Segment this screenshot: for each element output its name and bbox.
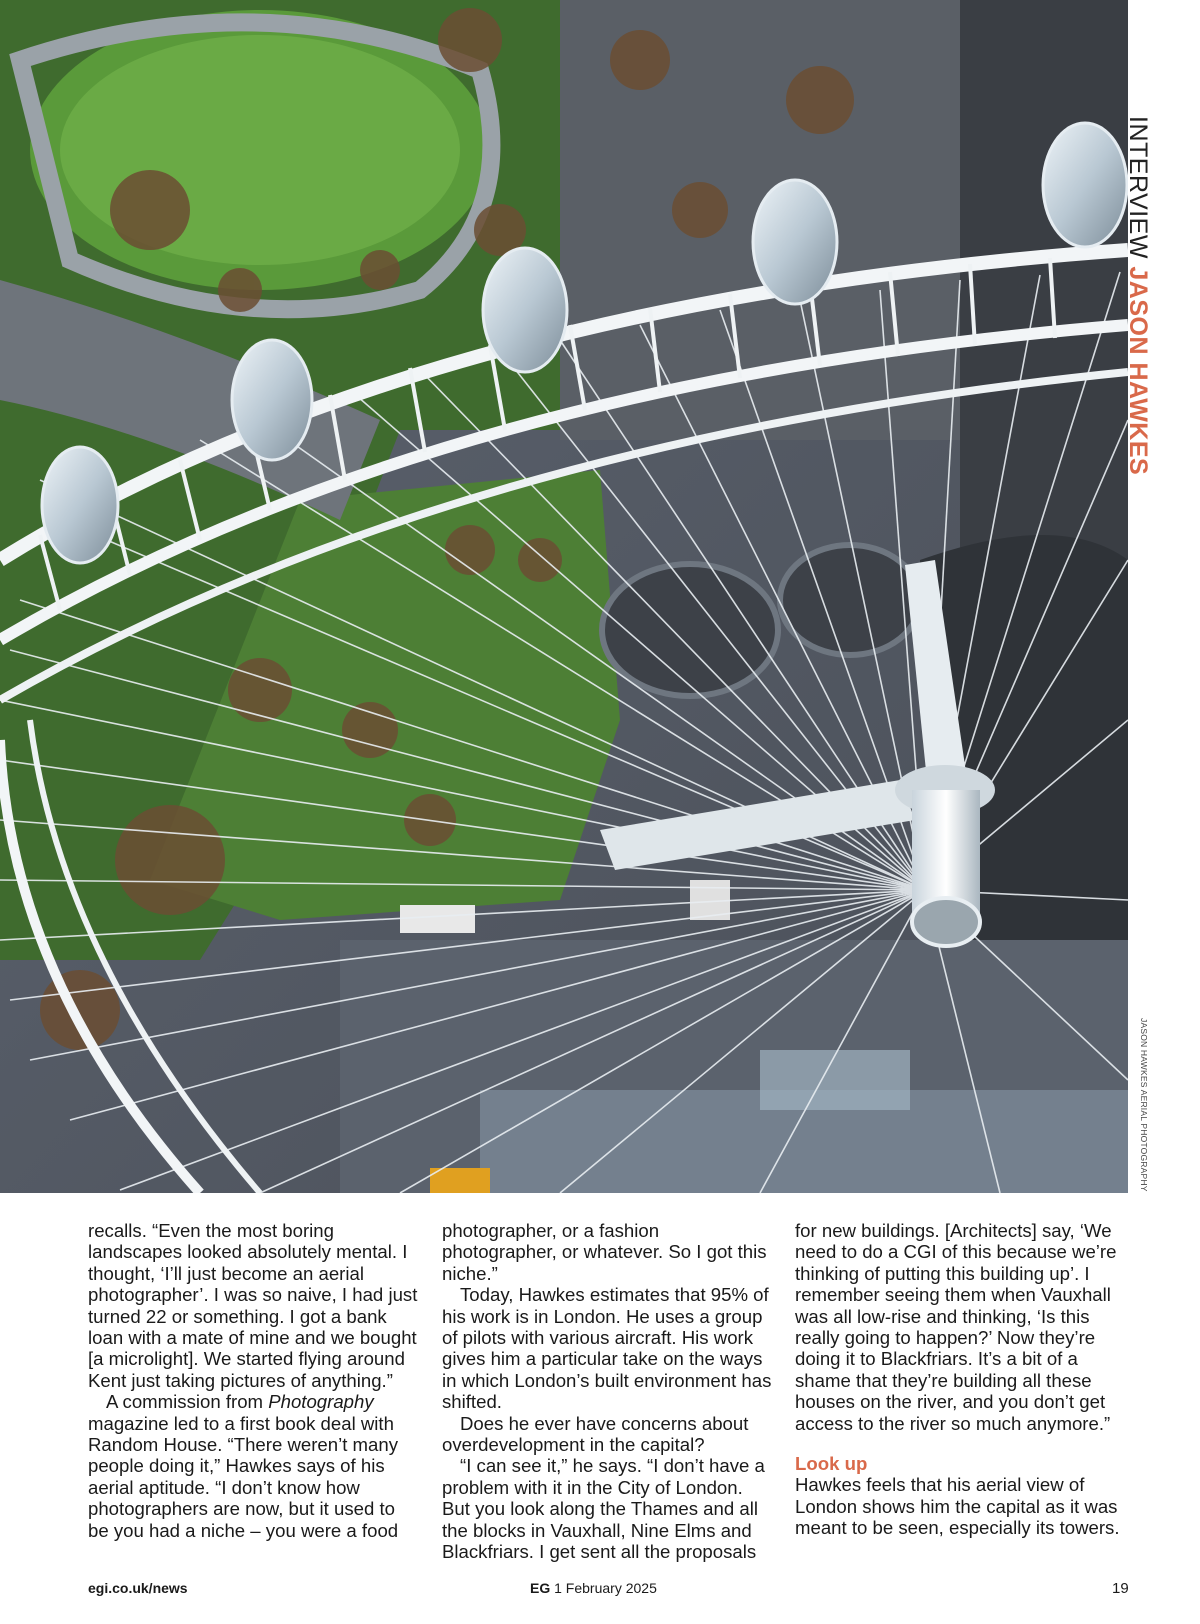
article-column-2	[442, 1220, 772, 1563]
section-kicker: INTERVIEW	[1124, 116, 1152, 259]
footer-issue	[530, 1580, 657, 1596]
article-column-3	[795, 1220, 1125, 1539]
magazine-name: EG	[530, 1580, 551, 1596]
footer-url-link[interactable]: egi.co.uk/news	[88, 1580, 188, 1596]
magazine-title: Photography	[268, 1391, 374, 1413]
interview-subject: JASON HAWKES	[1124, 266, 1152, 476]
page-number: 19	[1112, 1580, 1129, 1597]
issue-date: 1 February 2025	[554, 1580, 657, 1596]
paragraph: A commission from Photography magazine led to a first book deal with Random House. “There weren’t many people doing it,” Hawkes says of his aerial aptitude. “I don’t know how photographers are now, but it used to be you had a niche – you were a food	[88, 1391, 399, 1541]
paragraph: for new buildings. [Architects] say, ‘We need to do a CGI of this because we’re thinking of putting this building up’. I remember seeing them when Vauxhall was all low-rise and thinking, ‘Is this really going to happen?’ Now they’re doing it to Blackfriars. It’s a bit of a shame that they’re building all these houses on the river, and you don’t get access to the river so much anymore.”	[795, 1220, 1117, 1434]
paragraph: “I can see it,” he says. “I don’t have a problem with it in the City of London. But you look along the Thames and all the blocks in Vauxhall, Nine Elms and Blackfriars. I get sent all the proposals	[442, 1455, 765, 1563]
section-label	[1124, 116, 1152, 476]
paragraph: Does he ever have concerns about overdevelopment in the capital?	[442, 1412, 749, 1456]
paragraph: Today, Hawkes estimates that 95% of his work is in London. He uses a group of pilots with various aircraft. His work gives him a particular take on the ways in which London’s built environment has shifted.	[442, 1284, 772, 1413]
paragraph: recalls. “Even the most boring landscapes looked absolutely mental. I thought, ‘I’ll just become an aerial photographer’. I was so naive, I had just turned 22 or something. I got a bank loan with a mate of mine and we bought [a microlight]. We started flying around Kent just taking pictures of anything.”	[88, 1220, 418, 1391]
subheading: Look up	[795, 1453, 868, 1475]
article-column-1	[88, 1220, 418, 1541]
paragraph: Hawkes feels that his aerial view of London shows him the capital as it was meant to be seen, especially its towers.	[795, 1474, 1120, 1539]
photo-credit: JASON HAWKES AERIAL PHOTOGRAPHY	[1139, 1018, 1149, 1192]
paragraph: photographer, or a fashion photographer, or whatever. So I got this niche.”	[442, 1220, 767, 1284]
